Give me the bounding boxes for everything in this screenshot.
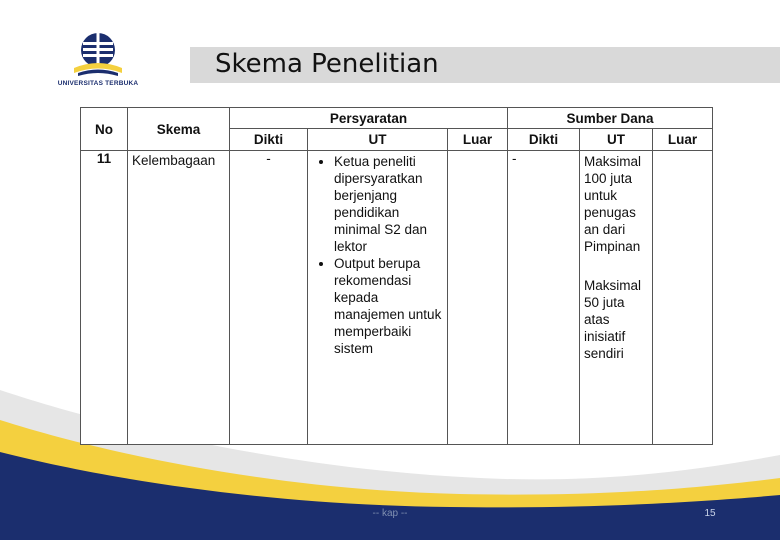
header-req-luar: Luar — [448, 129, 508, 151]
cell-req-luar — [448, 151, 508, 445]
page-number: 15 — [704, 508, 716, 519]
cell-dana-dikti: - — [508, 151, 580, 445]
skema-table — [80, 107, 713, 445]
footer-center-text: -- kap -- — [372, 508, 408, 519]
header-req-ut: UT — [308, 129, 448, 151]
cell-skema: Kelembagaan — [128, 151, 230, 445]
header-dana-dikti: Dikti — [508, 129, 580, 151]
title-bar — [190, 47, 780, 83]
cell-req-dikti: - — [230, 151, 308, 445]
header-skema: Skema — [128, 108, 230, 151]
fund-item-1: Maksimal 100 juta untuk penugas an dari Pimpinan — [584, 154, 642, 254]
fund-item-2: Maksimal 50 juta atas inisiatif sendiri — [584, 278, 642, 361]
cell-no: 11 — [81, 151, 128, 445]
header-no: No — [81, 108, 128, 151]
header-req-dikti: Dikti — [230, 129, 308, 151]
logo-text: UNIVERSITAS TERBUKA — [57, 80, 139, 87]
cell-req-ut — [308, 151, 448, 445]
cell-dana-ut — [580, 151, 653, 445]
header-dana-luar: Luar — [653, 129, 713, 151]
header-sumber-dana: Sumber Dana — [508, 108, 713, 129]
header-persyaratan: Persyaratan — [230, 108, 508, 129]
req-item-2: • Output berupa rekomendasi kepada manajemen untuk memperbaiki sistem — [334, 255, 443, 357]
req-item-1: • Ketua peneliti dipersyaratkan berjenjang pendidikan minimal S2 dan lektor — [334, 153, 443, 255]
header-dana-ut: UT — [580, 129, 653, 151]
page-title: Skema Penelitian — [215, 49, 439, 79]
cell-dana-luar — [653, 151, 713, 445]
table-row — [81, 151, 713, 445]
